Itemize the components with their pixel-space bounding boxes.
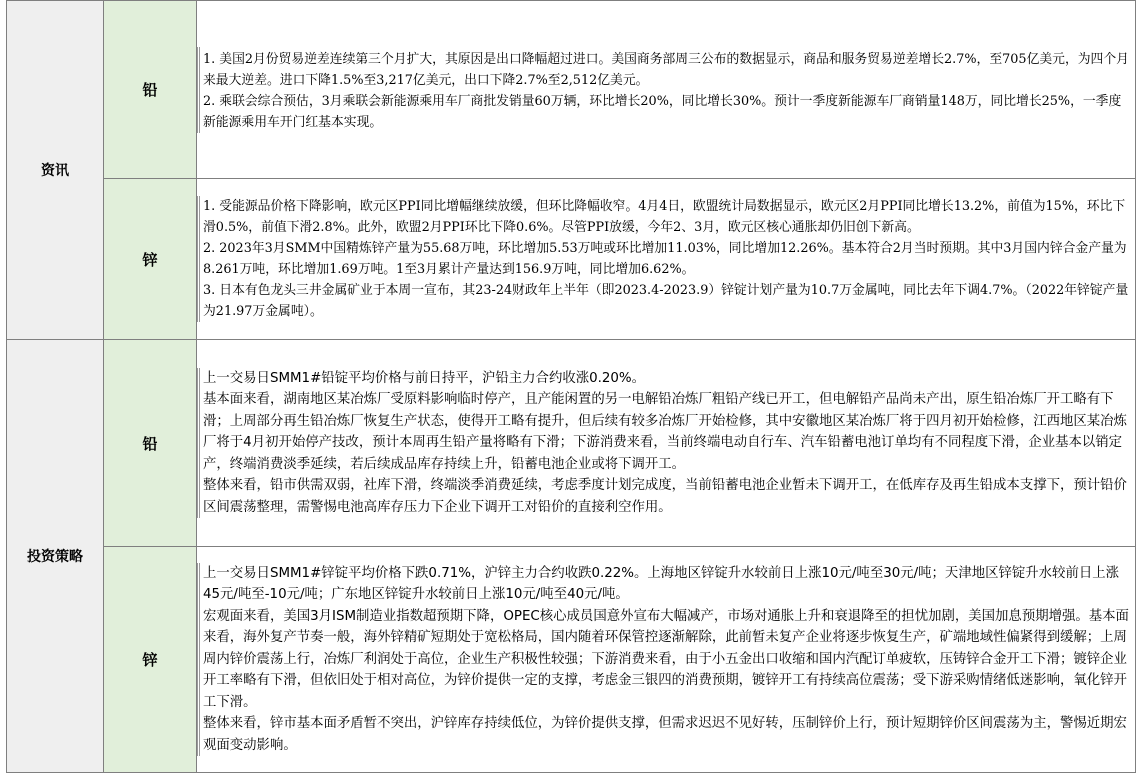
metal-cell-zinc-strategy	[104, 547, 197, 773]
paragraph: 3. 日本有色龙头三井金属矿业于本周一宣布，其23-24财政年上半年（即2023.4-2023.9）锌锭计划产量为10.7万金属吨，同比去年下调4.7%。（2022年锌锭产量为21.97万金属吨）。	[203, 283, 1129, 319]
paragraph: 整体来看，锌市基本面矛盾暂不突出，沪锌库存持续低位，为锌价提供支撑，但需求迟迟不见好转，压制锌价上行，预计短期锌价区间震荡为主，警惕近期宏观面变动影响。	[203, 716, 1127, 753]
content-cell-lead-news	[197, 1, 1136, 179]
metal-cell-zinc-news	[104, 179, 197, 340]
paragraph: 1. 受能源品价格下降影响，欧元区PPI同比增幅继续放缓，但环比降幅收窄。4月4日，欧盟统计局数据显示，欧元区2月PPI同比增长13.2%，前值为15%，环比下滑0.5%，前值下滑2.8%。此外，欧盟2月PPI环比下降0.6%。尽管PPI放缓，今年2、3月，欧元区核心通胀却仍旧创下新高。	[203, 199, 1126, 235]
paragraph: 宏观面来看，美国3月ISM制造业指数超预期下降，OPEC核心成员国意外宣布大幅减产，市场对通胀上升和衰退降至的担忧加剧，美国加息预期增强。基本面来看，海外复产节奏一般，海外锌精矿短期处于宽松格局，国内随着环保管控逐渐解除，此前暂未复产企业将逐步恢复生产，矿端地域性偏紧得到缓解；上周周内锌价震荡上行，冶炼厂利润处于高位，企业生产积极性较强；下游消费来看，由于小五金出口收缩和国内汽配订单疲软，压铸锌合金开工下滑；镀锌企业开工率略有下滑，但依旧处于相对高位，为锌价提供一定的支撑，考虑金三银四的消费预期，镀锌开工有持续高位震荡；受下游采购情绪低迷影响，氧化锌开工下滑。	[203, 608, 1129, 710]
table-row	[7, 547, 1136, 773]
category-cell-news	[7, 1, 104, 340]
category-cell-strategy	[7, 340, 104, 773]
table-row	[7, 1, 1136, 179]
content-cell-zinc-strategy	[197, 547, 1136, 773]
paragraph: 2. 2023年3月SMM中国精炼锌产量为55.68万吨，环比增加5.53万吨或环比增加11.03%，同比增加12.26%。基本符合2月当时预期。其中3月国内锌合金产量为8.261万吨，环比增加1.69万吨。1至3月累计产量达到156.9万吨，同比增加6.62%。	[203, 241, 1127, 277]
paragraph: 基本面来看，湖南地区某冶炼厂受原料影响临时停产，且产能闲置的另一电解铅冶炼厂粗铅产线已开工，但电解铅产品尚未产出，原生铅冶炼厂开工略有下滑；上周部分再生铅冶炼厂恢复生产状态，使得开工略有提升，但后续有较多冶炼厂开始检修，其中安徽地区某冶炼厂将于四月初开始检修，江西地区某冶炼厂将于4月初开始停产技改，预计本周再生铅产量将略有下滑；下游消费来看，当前终端电动自行车、汽车铅蓄电池订单均有不同程度下滑，企业基本以销定产，终端消费淡季延续，若后续成品库存持续上升，铅蓄电池企业或将下调开工。	[203, 392, 1127, 472]
table-row	[7, 179, 1136, 340]
content-cell-zinc-news	[197, 179, 1136, 340]
paragraph: 上一交易日SMM1#锌锭平均价格下跌0.71%，沪锌主力合约收跌0.22%。上海地区锌锭升水较前日上涨10元/吨至30元/吨；天津地区锌锭升水较前日上涨45元/吨至-10元/吨；广东地区锌锭升水较前日上涨10元/吨至40元/吨。	[203, 565, 1120, 603]
content-cell-lead-strategy	[197, 340, 1136, 547]
metal-cell-lead-strategy	[104, 340, 197, 547]
metal-label: 铅	[142, 81, 158, 99]
metal-label: 锌	[142, 250, 158, 269]
paragraph: 整体来看，铅市供需双弱，社库下滑，终端淡季消费延续，考虑季度计划完成度，当前铅蓄电池企业暂未下调开工，在低库存及再生铅成本支撑下，预计铅价区间震荡整理，需警惕电池高库存压力下企业下调开工对铅价的直接利空作用。	[203, 478, 1127, 515]
category-label: 投资策略	[27, 549, 83, 565]
metal-cell-lead-news	[104, 1, 197, 179]
metal-label: 铅	[142, 434, 158, 453]
category-label: 资讯	[41, 163, 69, 179]
paragraph: 上一交易日SMM1#铅锭平均价格与前日持平，沪铅主力合约收涨0.20%。	[203, 370, 646, 386]
table-row	[7, 340, 1136, 547]
report-table	[6, 0, 1136, 773]
paragraph: 1. 美国2月份贸易逆差连续第三个月扩大，其原因是出口降幅超过进口。美国商务部周三公布的数据显示，商品和服务贸易逆差增长2.7%，至705亿美元，为四个月来最大逆差。进口下降1.5%至3,217亿美元，出口下降2.7%至2,512亿美元。	[203, 51, 1129, 88]
paragraph: 2. 乘联会综合预估，3月乘联会新能源乘用车厂商批发销量60万辆，环比增长20%，同比增长30%。预计一季度新能源车厂商销量148万，同比增长25%，一季度新能源乘用车开门红基本实现。	[203, 93, 1122, 130]
metal-label: 锌	[142, 651, 158, 669]
